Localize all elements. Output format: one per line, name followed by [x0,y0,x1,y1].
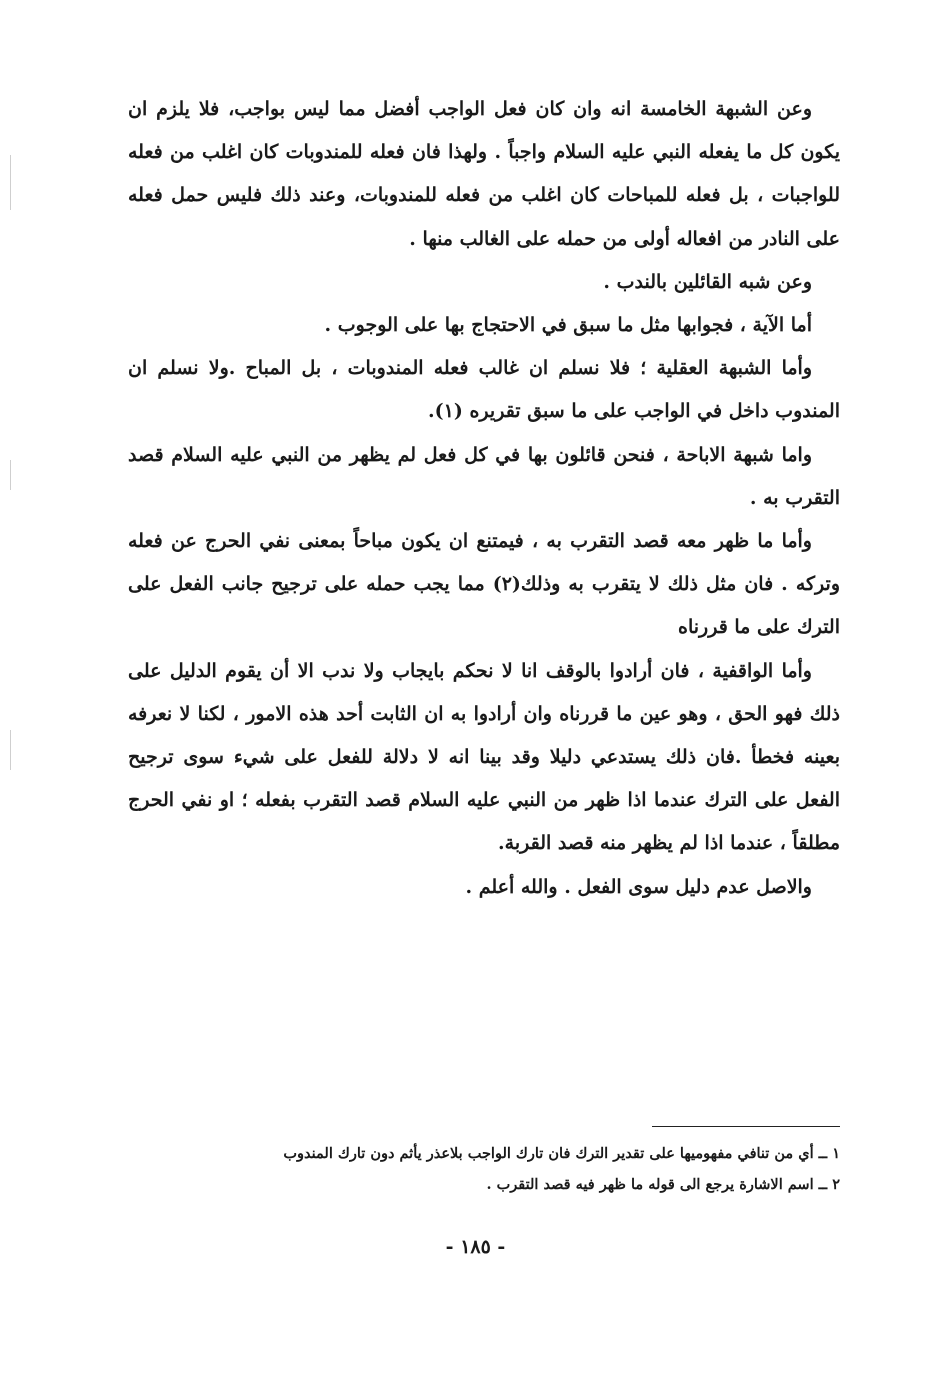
paragraph: وأما الواقفية ، فان أرادوا بالوقف انا لا نحكم بايجاب ولا ندب الا أن يقوم الدليل على ذلك فهو الحق ، وهو عين ما قررناه وان أرادوا به ان الثابت أحد هذه الامور ، لكنا لا نعرفه بعينه فخطأ .فان ذلك يستدعي دليلا وقد بينا انه لا دلالة للفعل على شيء سوى ترجيح الفعل على الترك عندما اذا ظهر من النبي عليه السلام قصد التقرب بفعله ؛ او نفي الحرج مطلقاً ، عندما اذا لم يظهر منه قصد القربة. [128,659,840,855]
footnote-divider [652,1126,840,1127]
scan-edge-mark [10,155,11,210]
scan-edge-mark [10,730,11,770]
paragraph: والاصل عدم دليل سوى الفعل . والله أعلم . [465,875,812,898]
paragraph: وعن شبه القائلين بالندب . [603,270,812,293]
main-text [128,88,840,909]
paragraph: وأما الشبهة العقلية ؛ فلا نسلم ان غالب فعله المندوبات ، بل المباح .ولا نسلم ان المندوب داخل في الواجب على ما سبق تقريره (١). [128,357,840,423]
paragraph: واما شبهة الاباحة ، فنحن قائلون بها في كل فعل لم يظهر من النبي عليه السلام قصد التقرب به . [128,443,840,509]
paragraph: وعن الشبهة الخامسة انه وان كان فعل الواجب أفضل مما ليس بواجب، فلا يلزم ان يكون كل ما يفعله النبي عليه السلام واجباً . ولهذا فان فعله للمندوبات كان اغلب من فعله للواجبات ، بل فعله للمباحات كان اغلب من فعله للمندوبات، وعند ذلك فليس حمل فعله على النادر من افعاله أولى من حمله على الغالب منها . [128,98,840,250]
page-number: - ١٨٥ - [445,1236,506,1258]
paragraph: وأما ما ظهر معه قصد التقرب به ، فيمتنع ان يكون مباحاً بمعنى نفي الحرج عن فعله وتركه . فان مثل ذلك لا يتقرب به وذلك(٢) مما يجب حمله على ترجيح جانب الفعل على الترك على ما قررناه [128,530,840,639]
scan-edge-mark [10,460,11,490]
footnote: ٢ ــ اسم الاشارة يرجع الى قوله ما ظهر فيه قصد التقرب . [486,1176,840,1193]
footnote: ١ ــ أي من تنافي مفهوميها على تقدير الترك فان تارك الواجب بلاعذر يأثم دون تارك المندوب [283,1145,840,1162]
paragraph: أما الآية ، فجوابها مثل ما سبق في الاحتجاج بها على الوجوب . [324,314,812,337]
footnotes [128,1138,840,1200]
